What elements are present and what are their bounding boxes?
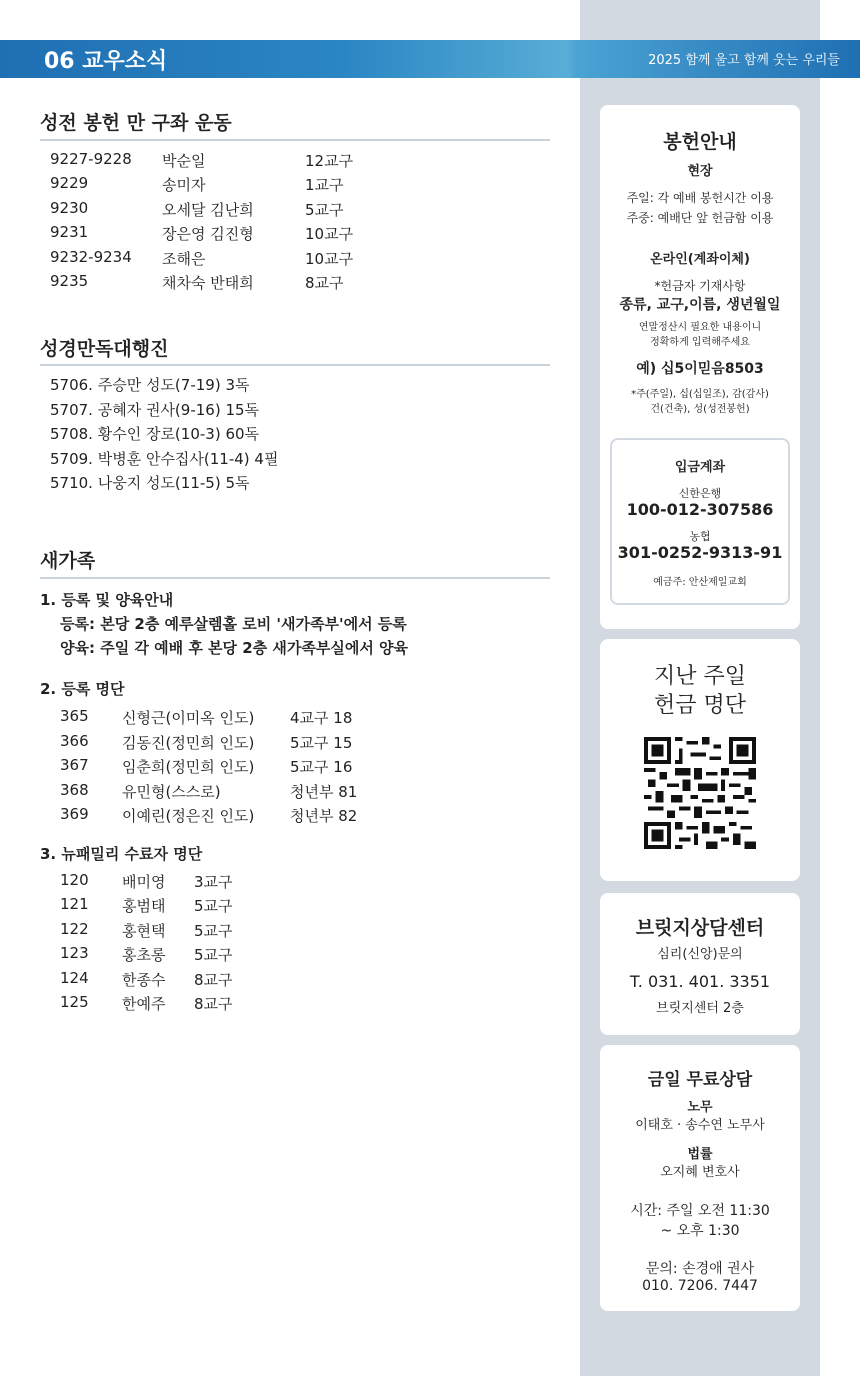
account-title: 입금계좌 (674, 460, 726, 475)
registration-number: 369 (60, 805, 89, 823)
parish-group: 8교구 (194, 970, 233, 989)
parish-group: 8교구 (305, 274, 344, 292)
nurture-info-line: 양육: 주일 각 예배 후 본당 2층 새가족부실에서 양육 (60, 639, 409, 657)
online-note: *헌금자 기재사항 (654, 279, 746, 293)
bridge-counseling-card (600, 893, 800, 1035)
bridge-subtitle: 심리(신앙)문의 (657, 947, 743, 962)
parish-group: 1교구 (305, 176, 344, 195)
offering-number: 9231 (50, 223, 89, 242)
section-divider (40, 364, 550, 366)
reading-record: 5706. 주승만 성도(7-19) 3독 (50, 376, 250, 394)
parish-group: 5교구 (305, 200, 344, 219)
member-name: 홍현택 (122, 921, 166, 940)
consult-time: ~ 오후 1:30 (660, 1223, 740, 1239)
member-name: 이예린(정은진 인도) (122, 807, 255, 825)
offering-list-card[interactable] (600, 639, 800, 881)
parish-group: 8교구 (194, 995, 233, 1013)
member-name: 유민형(스스로) (122, 782, 221, 801)
online-desc: 정확하게 입력해주세요 (650, 337, 750, 348)
online-desc: 연말정산시 필요한 내용이니 (638, 322, 762, 333)
offering-section-title: 성전 봉헌 만 구좌 운동 (40, 112, 232, 134)
member-name: 홍초롱 (122, 946, 166, 965)
donation-title: 봉헌안내 (663, 131, 737, 153)
parish-group: 10교구 (305, 249, 354, 268)
onsite-title: 현장 (687, 164, 713, 179)
graduate-number: 124 (60, 968, 89, 987)
offering-number: 9227-9228 (50, 150, 132, 168)
account-number: 100-012-307586 (626, 500, 774, 519)
offering-number: 9230 (50, 198, 89, 217)
parish-group: 4교구 18 (290, 709, 353, 727)
member-name: 배미영 (122, 873, 166, 891)
donor-name: 채차숙 반태희 (162, 274, 254, 292)
reading-record: 5708. 황수인 장로(10-3) 60독 (50, 425, 260, 443)
member-name: 임춘희(정민희 인도) (122, 758, 255, 776)
graduate-list-heading: 3. 뉴패밀리 수료자 명단 (40, 845, 203, 863)
free-consultation-card (600, 1045, 800, 1311)
labor-names: 이태호 · 송수연 노무사 (635, 1118, 765, 1133)
member-name: 신형근(이미옥 인도) (122, 709, 255, 727)
registration-info-line: 등록: 본당 2층 예루살렘홀 로비 '새가족부'에서 등록 (60, 615, 407, 633)
example-code: 예) 십5이믿음8503 (636, 361, 764, 377)
onsite-line: 주중: 예배단 앞 헌금함 이용 (626, 211, 774, 225)
account-box (610, 438, 790, 605)
registration-number: 368 (60, 780, 89, 799)
offering-number: 9229 (50, 174, 89, 193)
donor-name: 박순일 (162, 152, 206, 170)
graduate-number: 120 (60, 871, 89, 889)
donor-name: 조해은 (162, 249, 206, 268)
member-name: 홍범태 (122, 897, 166, 916)
page-title: 06 교우소식 (44, 49, 168, 74)
bank-name: 농협 (689, 530, 711, 543)
parish-group: 5교구 15 (290, 733, 353, 752)
bank-name: 신한은행 (678, 487, 722, 500)
parish-group: 3교구 (194, 873, 233, 891)
last-week-title: 지난 주일 (653, 664, 746, 689)
parish-group: 12교구 (305, 152, 354, 170)
consult-contact: 문의: 손경애 권사 (645, 1261, 755, 1277)
member-name: 한예주 (122, 995, 166, 1013)
law-names: 오지혜 변호사 (660, 1165, 740, 1180)
parish-group: 청년부 81 (290, 782, 358, 801)
online-fields: 종류, 교구,이름, 생년월일 (619, 297, 781, 313)
donation-info-card (600, 105, 800, 629)
graduate-number: 125 (60, 993, 89, 1011)
abbr-line: 건(건축), 성(성전봉헌) (650, 404, 750, 415)
newfamily-section-title: 새가족 (40, 550, 96, 572)
reading-record: 5710. 나웅지 성도(11-5) 5독 (50, 474, 250, 492)
registration-guide-heading: 1. 등록 및 양육안내 (40, 591, 174, 609)
offering-number: 9235 (50, 272, 89, 290)
online-title: 온라인(계좌이체) (650, 252, 750, 267)
offering-number: 9232-9234 (50, 247, 132, 266)
registration-list-heading: 2. 등록 명단 (40, 680, 125, 698)
abbr-line: *주(주일), 십(십일조), 감(감사) (631, 389, 769, 400)
reading-record: 5707. 공혜자 권사(9-16) 15독 (50, 400, 260, 419)
bible-section-title: 성경만독대행진 (40, 338, 169, 360)
law-title: 법률 (687, 1147, 713, 1162)
parish-group: 5교구 16 (290, 758, 353, 776)
donor-name: 오세달 김난희 (162, 200, 254, 219)
labor-title: 노무 (687, 1100, 713, 1115)
consult-phone: 010. 7206. 7447 (642, 1278, 758, 1294)
graduate-number: 121 (60, 895, 89, 914)
donor-name: 장은영 김진형 (162, 225, 254, 244)
registration-number: 367 (60, 756, 89, 774)
last-week-subtitle: 헌금 명단 (653, 693, 746, 718)
parish-group: 10교구 (305, 225, 354, 244)
graduate-number: 123 (60, 944, 89, 963)
header-subtitle: 2025 함께 울고 함께 웃는 우리들 (648, 53, 840, 68)
member-name: 한종수 (122, 970, 166, 989)
reading-record: 5709. 박병훈 안수집사(11-4) 4필 (50, 449, 279, 468)
donor-name: 송미자 (162, 176, 206, 195)
onsite-line: 주일: 각 예배 봉헌시간 이용 (626, 191, 774, 205)
parish-group: 5교구 (194, 897, 233, 916)
consult-time: 시간: 주일 오전 11:30 (630, 1203, 770, 1219)
registration-number: 365 (60, 707, 89, 725)
consult-title: 금일 무료상담 (647, 1070, 753, 1090)
account-holder: 예금주: 안산제일교회 (653, 577, 747, 588)
section-divider (40, 577, 550, 579)
bridge-title: 브릿지상담센터 (635, 917, 765, 939)
member-name: 김동진(정민희 인도) (122, 733, 255, 752)
parish-group: 청년부 82 (290, 807, 358, 825)
qr-code-icon[interactable] (644, 737, 756, 849)
parish-group: 5교구 (194, 921, 233, 940)
bridge-location: 브릿지센터 2층 (656, 1001, 744, 1016)
account-number: 301-0252-9313-91 (617, 543, 783, 562)
registration-number: 366 (60, 731, 89, 750)
section-divider (40, 139, 550, 141)
bridge-phone: T. 031. 401. 3351 (629, 972, 771, 991)
parish-group: 5교구 (194, 946, 233, 965)
graduate-number: 122 (60, 919, 89, 938)
